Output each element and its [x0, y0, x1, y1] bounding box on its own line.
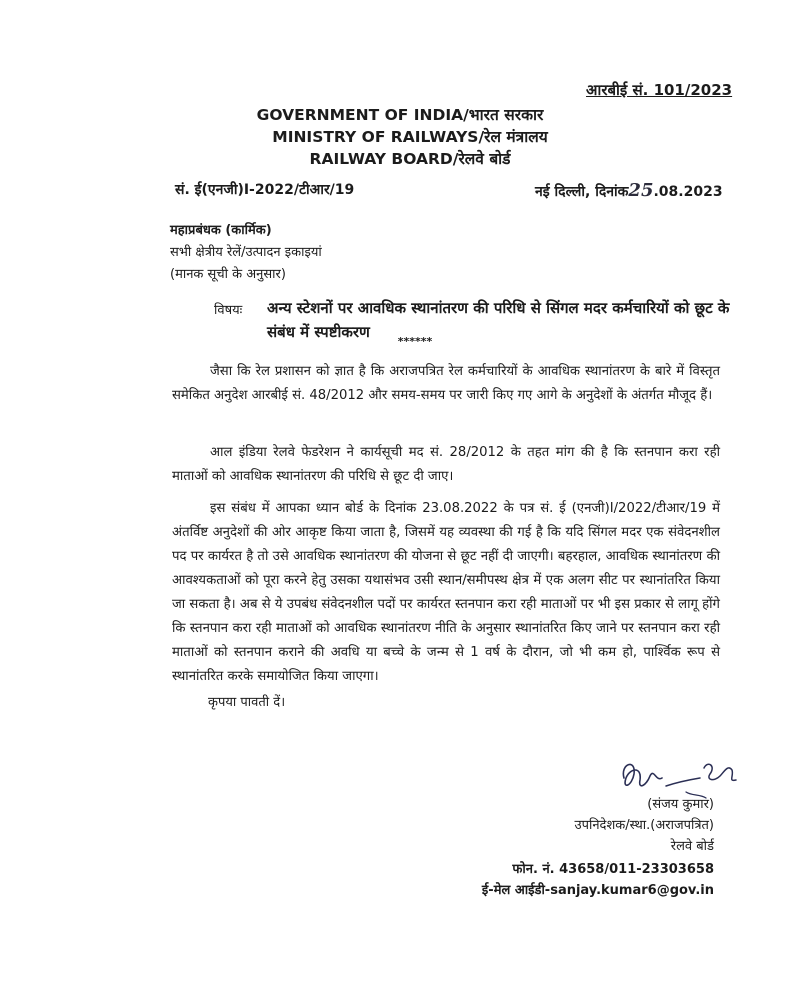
ministry-heading: MINISTRY OF RAILWAYS/रेल मंत्रालय — [272, 128, 548, 146]
signatory-name: (संजय कुमार) — [647, 797, 714, 812]
signatory-office: रेलवे बोर्ड — [670, 839, 714, 854]
signatory-phone: फोन. नं. 43658/011-23303658 — [512, 862, 714, 877]
subject-text: अन्य स्टेशनों पर आवधिक स्थानांतरण की परिधि से सिंगल मदर कर्मचारियों को छूट के संबंध में स्पष्टीकरण — [267, 299, 730, 341]
government-heading: GOVERNMENT OF INDIA/भारत सरकार — [256, 106, 544, 124]
subject-separator: ****** — [397, 335, 433, 348]
signatory-designation: उपनिदेशक/स्था.(अराजपत्रित) — [574, 818, 714, 833]
reference-number: आरबीई सं. 101/2023 — [586, 81, 733, 99]
signatory-email: ई-मेल आईडी-sanjay.kumar6@gov.in — [481, 883, 714, 898]
date-suffix: .08.2023 — [653, 184, 723, 200]
letter-number: सं. ई(एनजी)I-2022/टीआर/19 — [175, 182, 355, 198]
paragraph-1: जैसा कि रेल प्रशासन को ज्ञात है कि अराजपत्रित रेल कर्मचारियों के आवधिक स्थानांतरण के बारे में विस्तृत समेकित अनुदेश आरबीई सं. 48/2012 और समय-समय पर जारी किए गए आगे के अनुदेशों के अंतर्गत मौजूद हैं। — [172, 364, 720, 403]
closing-line: कृपया पावती दें। — [208, 695, 286, 710]
date-prefix: नई दिल्ली, दिनांक — [535, 184, 629, 200]
addressee-note: (मानक सूची के अनुसार) — [170, 267, 286, 282]
board-heading: RAILWAY BOARD/रेलवे बोर्ड — [309, 150, 511, 168]
letter-date — [535, 180, 723, 201]
addressee-units: सभी क्षेत्रीय रेलें/उत्पादन इकाइयां — [170, 245, 322, 260]
paragraph-2: आल इंडिया रेलवे फेडरेशन ने कार्यसूची मद सं. 28/2012 के तहत मांग की है कि स्तनपान करा रही माताओं को आवधिक स्थानांतरण की परिधि से छूट दी जाए। — [172, 445, 720, 484]
addressee-title: महाप्रबंधक (कार्मिक) — [170, 223, 272, 238]
subject-label: विषयः — [214, 303, 243, 318]
paragraph-3: इस संबंध में आपका ध्यान बोर्ड के दिनांक 23.08.2022 के पत्र सं. ई (एनजी)I/2022/टीआर/19 में अंतर्विष्ट अनुदेशों की ओर आकृष्ट किया जाता है, जिसमें यह व्यवस्था की गई है कि यदि सिंगल मदर एक संवेदनशील पद पर कार्यरत है तो उसे आवधिक स्थानांतरण की योजना से छूट नहीं दी जाएगी। बहरहाल, आवधिक स्थानांतरण की आवश्यकताओं को पूरा करने हेतु उसका यथासंभव उसी स्थान/समीपस्थ क्षेत्र में एक अलग सीट पर स्थानांतरित किया जा सकता है। अब से ये उपबंध संवेदनशील पदों पर कार्यरत स्तनपान करा रही माताओं पर भी इस प्रकार से लागू होंगे कि स्तनपान करा रही माताओं को आवधिक स्थानांतरण नीति के अनुसार स्थानांतरित किए जाने पर स्तनपान करा रही माताओं को स्तनपान कराने की अवधि या बच्चे के जन्म से 1 वर्ष के दौरान, जो भी कम हो, पार्श्विक रूप से स्थानांतरित करके समायोजित किया जाएगा। — [172, 501, 720, 684]
date-day-handwritten: 25 — [628, 180, 654, 201]
